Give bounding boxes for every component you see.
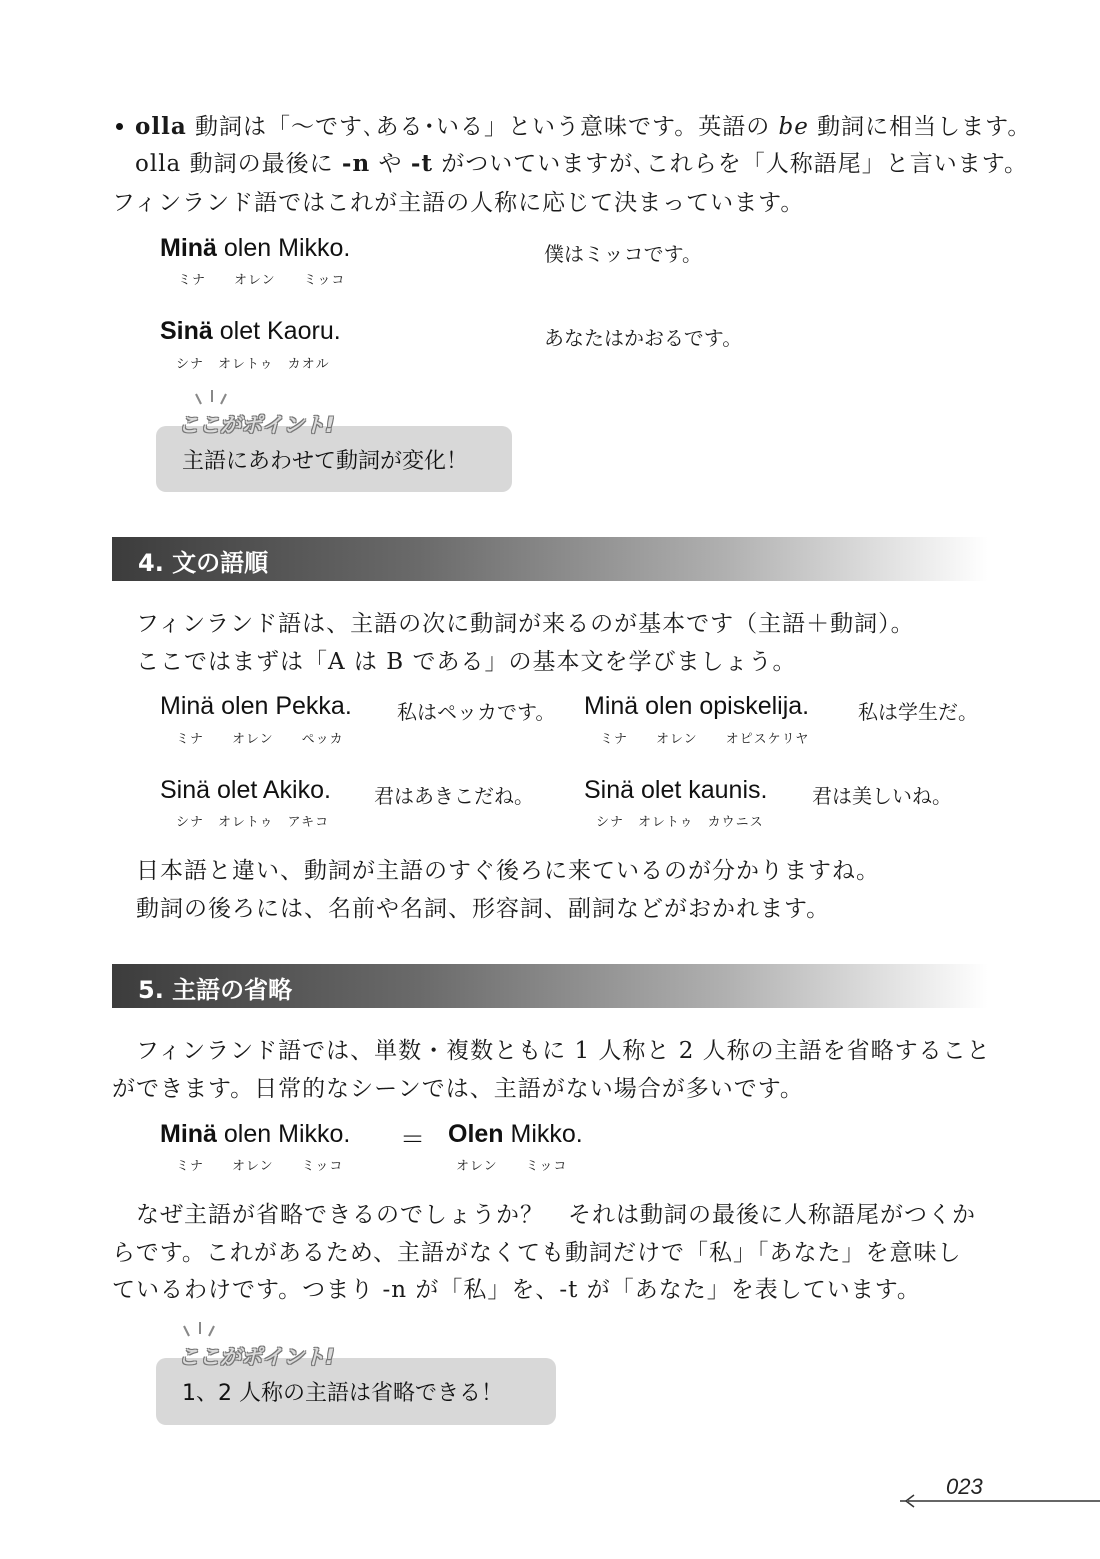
section-4-header: [112, 537, 988, 581]
s4-example-3-kana: シナ オレトゥ アキコ: [176, 815, 330, 830]
s5-equals: ＝: [400, 1126, 426, 1154]
example-1-sentence: [160, 234, 350, 263]
s5-subject: Minä: [160, 1120, 217, 1148]
s4-example-2: Minä olen opiskelija.: [584, 692, 810, 720]
suffix-t: -t: [410, 150, 433, 177]
be-word: be: [778, 114, 809, 140]
intro-line-1: [135, 108, 1031, 141]
point-box-1-text: 主語にあわせて動詞が変化！: [182, 449, 469, 474]
point-label-1: ここがポイント!: [178, 413, 335, 437]
s4-example-4: Sinä olet kaunis.: [584, 776, 768, 804]
section-4-p1: フィンランド語は、主語の次に動詞が来るのが基本です（主語＋動詞）。: [136, 611, 915, 637]
point-box-2-text: 1、2 人称の主語は省略できる！: [182, 1381, 503, 1406]
sparkle-icon: [192, 388, 232, 408]
section-4-title: 4. 文の語順: [138, 549, 269, 577]
section-4-p4: 動詞の後ろには、名前や名詞、形容詞、副詞などがおかれます。: [136, 896, 831, 922]
olla-word: olla: [135, 113, 187, 140]
intro2-b: や: [370, 151, 411, 177]
section-5-title: 5. 主語の省略: [138, 976, 293, 1004]
suffix-n: -n: [341, 150, 371, 177]
example-2-verb: olet: [212, 317, 261, 345]
s4-example-2-kana: ミナ オレン オピスケリヤ: [600, 732, 810, 747]
s4-example-1-translation: 私はペッカです。: [397, 700, 556, 724]
section-5-p5: ているわけです。つまり -n が「私」を、-t が「あなた」を表しています。: [112, 1277, 921, 1303]
s4-example-4-kana: シナ オレトゥ カウニス: [596, 815, 764, 830]
s5-rest: Mikko.: [271, 1120, 351, 1148]
s5-example-left: [160, 1120, 350, 1149]
example-2-subject: Sinä: [160, 317, 213, 345]
section-4-p2: ここではまずは「A は B である」の基本文を学びましょう。: [136, 649, 797, 675]
intro2-c: がついていますが､これらを「人称語尾」と言います。: [432, 151, 1028, 177]
example-2-rest: Kaoru.: [260, 317, 341, 345]
example-2-kana: シナ オレトゥ カオル: [176, 357, 330, 372]
example-1-rest: Mikko.: [271, 234, 351, 262]
section-5-p4: らです。これがあるため、主語がなくても動詞だけで「私」「あなた」を意味し: [112, 1240, 962, 1266]
s4-example-1-kana: ミナ オレン ペッカ: [176, 732, 344, 747]
example-2-translation: あなたはかおるです。: [544, 326, 743, 350]
s5-kana-right: オレン ミッコ: [456, 1159, 568, 1174]
section-5-p2: ができます。日常的なシーンでは、主語がない場合が多いです。: [112, 1076, 804, 1102]
example-1-verb: olen: [216, 234, 272, 262]
example-1-translation: 僕はミッコです。: [544, 242, 702, 266]
section-5-p3: なぜ主語が省略できるのでしょうか？ それは動詞の最後に人称語尾がつくか: [136, 1202, 976, 1228]
section-5-header: [112, 964, 988, 1008]
section-5-p1: フィンランド語では、単数・複数ともに 1 人称と 2 人称の主語を省略すること: [136, 1038, 991, 1064]
s5-example-right: [448, 1120, 583, 1149]
intro-line-3: フィンランド語ではこれが主語の人称に応じて決まっています。: [112, 190, 805, 216]
intro-text-b: 動詞に相当します。: [808, 114, 1032, 140]
s5-verb: olen: [216, 1120, 272, 1148]
intro-line-2: [135, 145, 1028, 178]
sparkle-icon: [180, 1320, 220, 1340]
s4-example-4-translation: 君は美しいね。: [812, 784, 952, 808]
s5-right-verb: Olen: [448, 1120, 504, 1148]
s4-example-3: Sinä olet Akiko.: [160, 776, 331, 804]
bullet: [116, 123, 123, 130]
example-1-kana: ミナ オレン ミッコ: [178, 273, 346, 288]
example-1-subject: Minä: [160, 234, 217, 262]
s5-right-rest: Mikko.: [503, 1120, 583, 1148]
s4-example-1: Minä olen Pekka.: [160, 692, 352, 720]
point-label-2: ここがポイント!: [178, 1345, 335, 1369]
section-4-p3: 日本語と違い、動詞が主語のすぐ後ろに来ているのが分かりますね。: [136, 858, 880, 884]
example-2-sentence: [160, 317, 341, 346]
s5-kana-left: ミナ オレン ミッコ: [176, 1159, 344, 1174]
s4-example-3-translation: 君はあきこだね。: [374, 784, 534, 808]
intro2-a: olla 動詞の最後に: [135, 151, 342, 177]
intro-text-a: 動詞は「〜です､ある･いる」という意味です。英語の: [186, 114, 779, 140]
s4-example-2-translation: 私は学生だ。: [858, 700, 978, 724]
page-number: 023: [946, 1474, 983, 1499]
footer-line: [898, 1494, 1100, 1510]
